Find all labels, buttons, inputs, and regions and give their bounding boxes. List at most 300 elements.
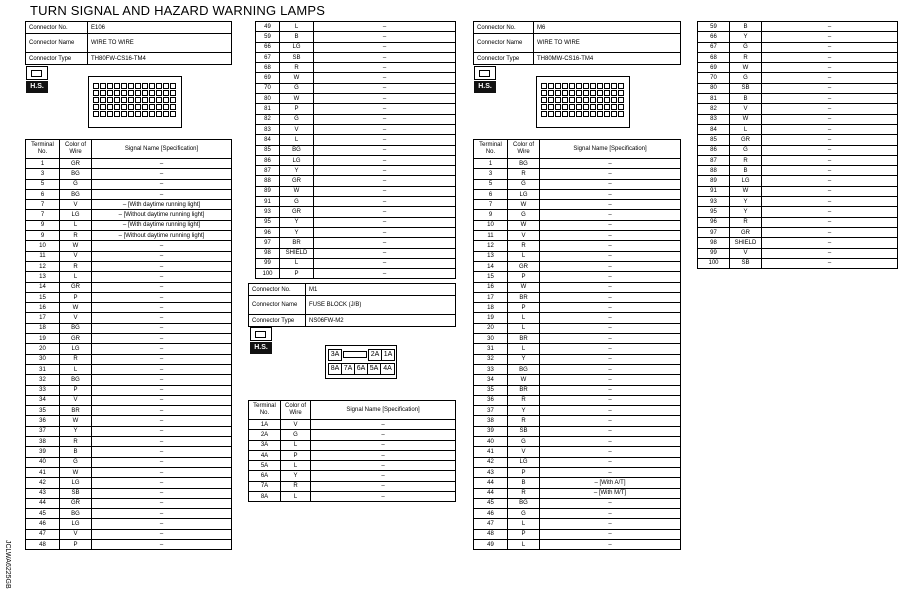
terminal-cell: 83 <box>256 124 280 134</box>
signal-cell: – <box>762 22 898 32</box>
signal-cell: – <box>540 539 681 549</box>
table-row <box>256 63 456 73</box>
table-row <box>26 478 232 488</box>
terminal-cell: 7A <box>249 481 281 491</box>
color-header: Color of Wire <box>508 140 540 159</box>
terminal-cell: 5A <box>249 461 281 471</box>
hs-label: H.S. <box>474 81 496 93</box>
signal-cell: – <box>762 217 898 227</box>
signal-cell: – <box>314 73 456 83</box>
terminal-cell: 41 <box>474 447 508 457</box>
signal-cell: – <box>314 145 456 155</box>
signal-cell: – <box>92 457 232 467</box>
table-row <box>26 395 232 405</box>
color-cell: BG <box>60 375 92 385</box>
color-cell: Y <box>60 426 92 436</box>
table-row <box>256 42 456 52</box>
signal-cell: – <box>540 200 681 210</box>
terminal-cell: 80 <box>698 83 730 93</box>
terminal-cell: 47 <box>474 519 508 529</box>
terminal-cell: 18 <box>474 303 508 313</box>
signal-cell: – <box>314 176 456 186</box>
signal-cell: – <box>762 258 898 268</box>
color-cell: P <box>60 539 92 549</box>
color-cell: GR <box>60 498 92 508</box>
terminal-cell: 68 <box>256 63 280 73</box>
signal-cell: – <box>762 197 898 207</box>
signal-header: Signal Name [Specification] <box>311 401 456 420</box>
color-cell: W <box>730 186 762 196</box>
table-row <box>474 447 681 457</box>
signal-cell: – <box>311 440 456 450</box>
table-row <box>26 159 232 169</box>
signal-cell: – <box>92 251 232 261</box>
table-row <box>698 166 898 176</box>
table-row <box>474 334 681 344</box>
terminal-cell: 6A <box>249 471 281 481</box>
color-cell: V <box>280 124 314 134</box>
color-cell: W <box>280 94 314 104</box>
terminal-cell: 67 <box>698 42 730 52</box>
terminal-cell: 1 <box>474 159 508 169</box>
color-cell: G <box>60 179 92 189</box>
terminal-cell: 7 <box>26 210 60 220</box>
color-cell: G <box>730 145 762 155</box>
terminal-cell: 82 <box>256 114 280 124</box>
m6-terminal-table-continued <box>697 21 898 269</box>
table-row <box>474 323 681 333</box>
table-row <box>474 457 681 467</box>
table-row <box>474 179 681 189</box>
terminal-cell: 89 <box>256 186 280 196</box>
color-cell: B <box>60 447 92 457</box>
table-row <box>474 282 681 292</box>
color-cell: W <box>280 186 314 196</box>
color-cell: P <box>281 450 311 460</box>
table-row <box>256 83 456 93</box>
m6-terminal-table <box>473 139 681 550</box>
connector-name-label: Connector Name <box>474 34 534 53</box>
color-cell: P <box>280 269 314 279</box>
color-cell: SHIELD <box>280 248 314 258</box>
table-row <box>26 292 232 302</box>
terminal-cell: 40 <box>474 437 508 447</box>
color-cell: V <box>508 231 540 241</box>
color-cell: P <box>60 292 92 302</box>
table-row <box>474 261 681 271</box>
signal-cell: – <box>92 509 232 519</box>
signal-cell: – <box>92 272 232 282</box>
signal-cell: – <box>314 135 456 145</box>
terminal-cell: 70 <box>256 83 280 93</box>
signal-cell: – <box>540 395 681 405</box>
color-cell: V <box>730 248 762 258</box>
color-cell: BG <box>280 145 314 155</box>
table-row <box>26 354 232 364</box>
table-row <box>249 420 456 430</box>
terminal-cell: 7 <box>474 200 508 210</box>
color-header: Color of Wire <box>281 401 311 420</box>
table-row <box>26 344 232 354</box>
color-cell: R <box>730 155 762 165</box>
signal-cell: – <box>762 135 898 145</box>
terminal-cell: 97 <box>256 238 280 248</box>
color-cell: SB <box>280 52 314 62</box>
signal-cell: – <box>92 364 232 374</box>
connector-no-label: Connector No. <box>26 22 88 34</box>
color-cell: BR <box>280 238 314 248</box>
signal-cell: – <box>540 231 681 241</box>
terminal-cell: 34 <box>26 395 60 405</box>
signal-cell: – <box>92 519 232 529</box>
table-row <box>474 406 681 416</box>
terminal-cell: 43 <box>474 467 508 477</box>
table-row <box>26 385 232 395</box>
table-row <box>26 539 232 549</box>
table-row <box>249 450 456 460</box>
signal-cell: – [With daytime running light] <box>92 220 232 230</box>
table-row <box>26 447 232 457</box>
terminal-cell: 37 <box>26 426 60 436</box>
m6-info-table <box>473 21 681 65</box>
e106-terminal-table <box>25 139 232 550</box>
terminal-cell: 16 <box>26 303 60 313</box>
table-row <box>26 179 232 189</box>
terminal-cell: 42 <box>474 457 508 467</box>
signal-cell: – <box>92 261 232 271</box>
terminal-cell: 37 <box>474 406 508 416</box>
signal-cell: – <box>311 471 456 481</box>
signal-cell: – <box>540 179 681 189</box>
color-cell: W <box>280 73 314 83</box>
color-cell: GR <box>508 261 540 271</box>
color-cell: Y <box>730 197 762 207</box>
terminal-cell: 81 <box>256 104 280 114</box>
terminal-cell: 12 <box>26 261 60 271</box>
signal-cell: – <box>540 159 681 169</box>
hs-label: H.S. <box>26 81 48 93</box>
color-cell: V <box>508 447 540 457</box>
signal-cell: – <box>762 186 898 196</box>
color-cell: W <box>730 114 762 124</box>
table-row <box>474 189 681 199</box>
table-row <box>474 437 681 447</box>
table-row <box>256 94 456 104</box>
color-cell: L <box>280 22 314 32</box>
table-row <box>474 220 681 230</box>
color-cell: LG <box>280 155 314 165</box>
signal-cell: – <box>762 42 898 52</box>
color-cell: Y <box>730 207 762 217</box>
table-row <box>256 145 456 155</box>
terminal-cell: 95 <box>698 207 730 217</box>
color-cell: L <box>280 135 314 145</box>
table-row <box>26 231 232 241</box>
signal-cell: – <box>540 189 681 199</box>
connector-type-value: NS06FW-M2 <box>306 315 456 327</box>
signal-cell: – <box>314 197 456 207</box>
signal-cell: – <box>314 52 456 62</box>
signal-cell: – <box>92 385 232 395</box>
table-row <box>26 488 232 498</box>
terminal-cell: 16 <box>474 282 508 292</box>
color-cell: L <box>508 344 540 354</box>
terminal-cell: 11 <box>26 251 60 261</box>
table-row <box>474 354 681 364</box>
signal-cell: – <box>762 104 898 114</box>
color-cell: Y <box>280 227 314 237</box>
color-cell: R <box>730 217 762 227</box>
color-cell: L <box>508 323 540 333</box>
table-row <box>249 461 456 471</box>
signal-cell: – <box>314 22 456 32</box>
table-row <box>474 395 681 405</box>
signal-cell: – <box>92 159 232 169</box>
color-cell: BG <box>60 169 92 179</box>
pin-8a: 8A <box>328 363 342 375</box>
signal-cell: – <box>762 227 898 237</box>
pin-2a: 2A <box>368 349 382 361</box>
color-cell: GR <box>280 207 314 217</box>
signal-cell: – <box>314 248 456 258</box>
table-row <box>474 292 681 302</box>
table-row <box>26 467 232 477</box>
table-row <box>256 104 456 114</box>
hs-connector-icon <box>474 66 496 93</box>
signal-cell: – <box>762 248 898 258</box>
color-cell: LG <box>730 176 762 186</box>
terminal-cell: 85 <box>256 145 280 155</box>
terminal-cell: 35 <box>26 406 60 416</box>
terminal-cell: 88 <box>698 166 730 176</box>
connector-no-label: Connector No. <box>249 284 306 296</box>
terminal-cell: 13 <box>26 272 60 282</box>
table-row <box>256 227 456 237</box>
color-cell: Y <box>508 406 540 416</box>
terminal-cell: 33 <box>474 364 508 374</box>
color-cell: W <box>60 303 92 313</box>
table-row <box>26 364 232 374</box>
table-row <box>26 426 232 436</box>
terminal-cell: 93 <box>698 197 730 207</box>
signal-cell: – <box>314 32 456 42</box>
color-cell: P <box>508 272 540 282</box>
terminal-cell: 49 <box>474 539 508 549</box>
figure-code: JCLWA6225GB <box>4 540 11 589</box>
signal-cell: – <box>311 420 456 430</box>
signal-cell: – <box>540 426 681 436</box>
terminal-cell: 99 <box>698 248 730 258</box>
table-row <box>256 217 456 227</box>
signal-cell: – <box>762 124 898 134</box>
connector-no-value: E106 <box>88 22 232 34</box>
terminal-cell: 10 <box>26 241 60 251</box>
color-cell: Y <box>280 166 314 176</box>
terminal-cell: 19 <box>474 313 508 323</box>
terminal-cell: 66 <box>256 42 280 52</box>
connector-no-value: M6 <box>534 22 681 34</box>
terminal-cell: 6 <box>474 189 508 199</box>
color-cell: R <box>508 395 540 405</box>
signal-cell: – [With M/T] <box>540 488 681 498</box>
terminal-cell: 96 <box>256 227 280 237</box>
terminal-cell: 18 <box>26 323 60 333</box>
color-cell: GR <box>730 227 762 237</box>
table-row <box>26 303 232 313</box>
color-cell: L <box>281 461 311 471</box>
signal-cell: – <box>92 539 232 549</box>
signal-cell: – <box>540 354 681 364</box>
signal-cell: – <box>314 83 456 93</box>
table-row <box>474 519 681 529</box>
table-row <box>474 210 681 220</box>
pin-5a: 5A <box>367 363 381 375</box>
signal-cell: – <box>92 406 232 416</box>
terminal-cell: 44 <box>474 478 508 488</box>
signal-header: Signal Name [Specification] <box>540 140 681 159</box>
color-cell: Y <box>508 354 540 364</box>
color-cell: BR <box>60 406 92 416</box>
terminal-cell: 3 <box>26 169 60 179</box>
color-cell: W <box>60 467 92 477</box>
signal-cell: – <box>92 334 232 344</box>
table-row <box>26 200 232 210</box>
color-cell: L <box>60 220 92 230</box>
connector-name-value: WIRE TO WIRE <box>88 34 232 53</box>
terminal-cell: 9 <box>26 231 60 241</box>
color-cell: LG <box>508 189 540 199</box>
m1-info-table <box>248 283 456 327</box>
signal-cell: – <box>762 73 898 83</box>
terminal-cell: 3 <box>474 169 508 179</box>
table-row <box>698 63 898 73</box>
color-cell: R <box>508 416 540 426</box>
e106-connector-diagram <box>88 76 182 128</box>
color-cell: V <box>60 200 92 210</box>
pin-latch <box>343 351 367 358</box>
signal-cell: – <box>540 509 681 519</box>
signal-cell: – <box>314 124 456 134</box>
table-row <box>26 406 232 416</box>
terminal-cell: 43 <box>26 488 60 498</box>
signal-cell: – <box>540 437 681 447</box>
color-cell: R <box>508 169 540 179</box>
color-cell: L <box>508 251 540 261</box>
terminal-cell: 8A <box>249 492 281 502</box>
color-cell: V <box>60 529 92 539</box>
table-row <box>256 135 456 145</box>
terminal-cell: 41 <box>26 467 60 477</box>
connector-face-icon <box>474 66 496 80</box>
hs-label: H.S. <box>250 342 272 354</box>
connector-name-value: FUSE BLOCK (J/B) <box>306 296 456 315</box>
terminal-cell: 11 <box>474 231 508 241</box>
signal-cell: – <box>762 176 898 186</box>
terminal-cell: 91 <box>698 186 730 196</box>
signal-cell: – <box>311 461 456 471</box>
table-row <box>698 145 898 155</box>
terminal-cell: 98 <box>256 248 280 258</box>
table-row <box>249 471 456 481</box>
terminal-cell: 66 <box>698 32 730 42</box>
signal-cell: – <box>540 334 681 344</box>
signal-cell: – <box>540 313 681 323</box>
terminal-cell: 46 <box>26 519 60 529</box>
color-cell: W <box>60 416 92 426</box>
terminal-cell: 48 <box>474 529 508 539</box>
terminal-cell: 14 <box>26 282 60 292</box>
signal-cell: – <box>540 241 681 251</box>
signal-cell: – <box>540 292 681 302</box>
table-row <box>698 197 898 207</box>
table-row <box>698 248 898 258</box>
color-cell: R <box>280 63 314 73</box>
signal-cell: – <box>92 488 232 498</box>
color-cell: L <box>508 539 540 549</box>
color-cell: GR <box>280 176 314 186</box>
table-row <box>256 186 456 196</box>
color-cell: G <box>508 210 540 220</box>
signal-cell: – <box>314 227 456 237</box>
connector-no-label: Connector No. <box>474 22 534 34</box>
terminal-cell: 84 <box>698 124 730 134</box>
color-cell: W <box>508 282 540 292</box>
signal-cell: – <box>540 385 681 395</box>
table-row <box>698 135 898 145</box>
terminal-cell: 80 <box>256 94 280 104</box>
m1-connector-diagram <box>325 345 397 379</box>
color-cell: G <box>508 437 540 447</box>
terminal-header: Terminal No. <box>249 401 281 420</box>
signal-cell: – [Without daytime running light] <box>92 210 232 220</box>
signal-cell: – <box>314 217 456 227</box>
color-cell: GR <box>60 334 92 344</box>
table-row <box>26 437 232 447</box>
color-cell: B <box>730 94 762 104</box>
table-row <box>26 282 232 292</box>
signal-cell: – <box>92 467 232 477</box>
signal-header: Signal Name [Specification] <box>92 140 232 159</box>
signal-cell: – <box>92 416 232 426</box>
pin-1a: 1A <box>381 349 395 361</box>
terminal-cell: 1A <box>249 420 281 430</box>
table-row <box>256 73 456 83</box>
table-row <box>474 231 681 241</box>
terminal-cell: 2A <box>249 430 281 440</box>
table-row <box>26 457 232 467</box>
terminal-cell: 5 <box>474 179 508 189</box>
table-row <box>698 176 898 186</box>
color-cell: B <box>730 166 762 176</box>
color-cell: R <box>281 481 311 491</box>
terminal-cell: 30 <box>474 334 508 344</box>
color-cell: Y <box>280 217 314 227</box>
color-cell: GR <box>60 159 92 169</box>
terminal-cell: 32 <box>474 354 508 364</box>
page-title: TURN SIGNAL AND HAZARD WARNING LAMPS <box>30 3 326 18</box>
terminal-cell: 87 <box>698 155 730 165</box>
signal-cell: – <box>540 375 681 385</box>
signal-cell: – <box>92 344 232 354</box>
signal-cell: – <box>540 498 681 508</box>
color-cell: V <box>60 313 92 323</box>
color-cell: G <box>280 114 314 124</box>
terminal-cell: 59 <box>256 32 280 42</box>
terminal-cell: 95 <box>256 217 280 227</box>
color-cell: W <box>508 375 540 385</box>
terminal-cell: 1 <box>26 159 60 169</box>
color-cell: L <box>280 258 314 268</box>
